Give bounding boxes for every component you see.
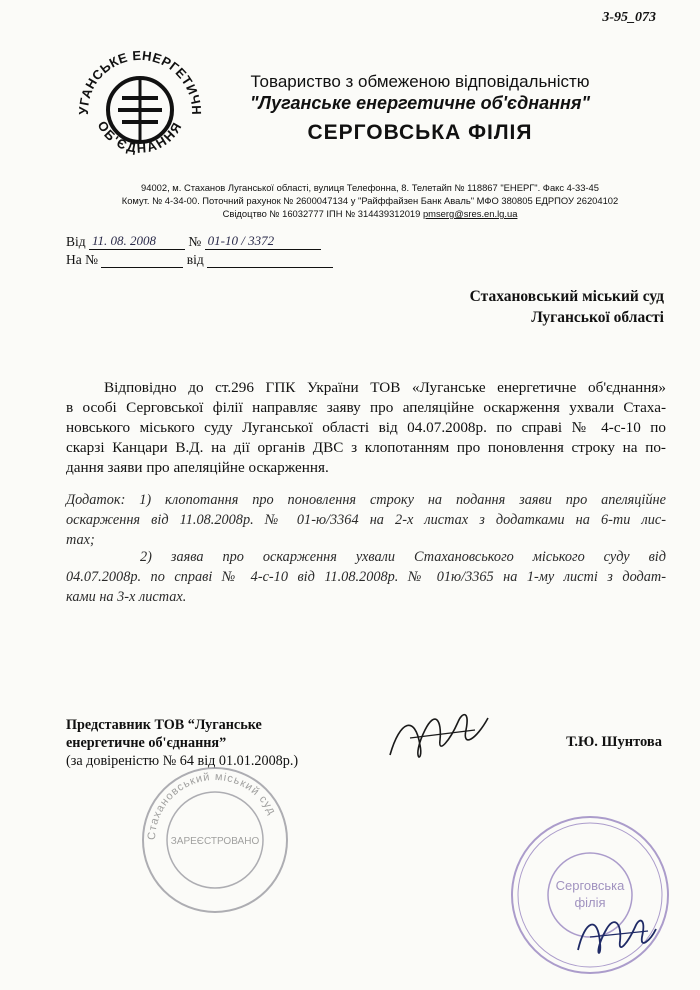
signer-name: Т.Ю. Шунтова [566, 734, 662, 750]
court-stamp-ring-text: Стахановський міський суд [145, 770, 279, 841]
email-link[interactable]: pmserg@sres.en.lg.ua [422, 208, 518, 219]
addressee [470, 286, 664, 328]
branch-stamp-line-1: Серговська [555, 878, 625, 893]
contacts-bank: Комут. № 4-34-00. Поточний рахунок № 2600047134 у "Райффайзен Банк Аваль" МФО 380805 ЕДРПОУ 26204102 [121, 195, 619, 206]
company-name: "Луганське енергетичне об'єднання" [249, 93, 591, 113]
power-of-attorney: (за довіреністю № 64 від 01.01.2008р.) [66, 753, 299, 769]
branch-name: СЕРГОВСЬКА ФІЛІЯ [307, 121, 533, 144]
company-legal-form: Товариство з обмеженою відповідальністю [250, 72, 590, 91]
attachments-1 [66, 490, 666, 550]
svg-text:ЛУГАНСЬКЕ ЕНЕРГЕТИЧНЕ [65, 26, 204, 115]
company-logo [65, 26, 210, 178]
body-line: новського міського суду Луганської області від 04.07.2008р. по справі № 4-с-10 по [66, 419, 666, 436]
from-label: Від [66, 234, 86, 249]
incoming-date [207, 252, 333, 268]
representative-line-2: енергетичне об'єднання” [66, 735, 227, 751]
body-line: дання заяви про апеляційне оскарження. [66, 459, 329, 476]
court-stamp-center-text: ЗАРЕЄСТРОВАНО [170, 836, 260, 847]
logo-emblem [108, 78, 172, 142]
incoming-number [101, 252, 183, 268]
attachments-2 [66, 547, 666, 607]
outgoing-date: 11. 08. 2008 [89, 233, 185, 250]
branch-stamp-line-2: філія [574, 895, 606, 910]
court-stamp [135, 760, 295, 920]
body-line: скарзі Канцари В.Д. на дії органів ДВС з клопотанням про поновлення строку на по- [66, 439, 666, 456]
certificate-text: Свідоцтво № 16032777 ІПН № 314439312019 [222, 208, 423, 219]
incoming-reference [66, 252, 333, 268]
representative-line-1: Представник ТОВ “Луганське [66, 717, 262, 733]
attachment-line: 04.07.2008р. по справі № 4-с-10 від 11.08.2008р. № 01ю/3365 на 1-му листі з додат- [66, 569, 666, 585]
to-date-label: від [186, 252, 204, 267]
outgoing-reference [66, 233, 321, 250]
body-line: в особі Серговської філії направляє заяву про апеляційне оскарження ухвали Стаха- [66, 399, 666, 416]
handwritten-signature [380, 700, 500, 770]
attachment-line: тах; [66, 532, 95, 548]
ink-signature [570, 905, 660, 965]
logo-ring-text-bottom: ОБ'ЄДНАННЯ [94, 118, 186, 156]
to-label: На № [66, 252, 98, 267]
contacts-address: 94002, м. Стаханов Луганської області, вулиця Телефонна, 8. Телетайп № 118867 "ЕНЕРГ". Факс 4-33-45 [141, 182, 599, 193]
attachment-line: 2) заява про оскарження ухвали Стахановського міського суду від [140, 549, 666, 565]
attachment-line: Додаток: 1) клопотання про поновлення строку на подання заяви про апеляційне [66, 492, 666, 508]
contacts-certificate [70, 207, 670, 220]
letter-body [66, 378, 666, 478]
attachment-line: ками на 3-х листах. [66, 589, 187, 605]
document-code: 3-95_073 [602, 10, 656, 25]
body-line: Відповідно до ст.296 ГПК України ТОВ «Луганське енергетичне об'єднання» [104, 379, 666, 396]
outgoing-number: 01-10 / 3372 [205, 233, 321, 250]
attachment-line: оскарження від 11.08.2008р. № 01-ю/3364 на 2-х листах з додатками на 6-ти лис- [66, 512, 666, 528]
addressee-line-2: Луганської області [531, 309, 664, 326]
addressee-line-1: Стахановський міський суд [469, 288, 664, 305]
logo-ring-text-top: ЛУГАНСЬКЕ ЕНЕРГЕТИЧНЕ [65, 26, 205, 116]
number-label: № [188, 234, 202, 249]
